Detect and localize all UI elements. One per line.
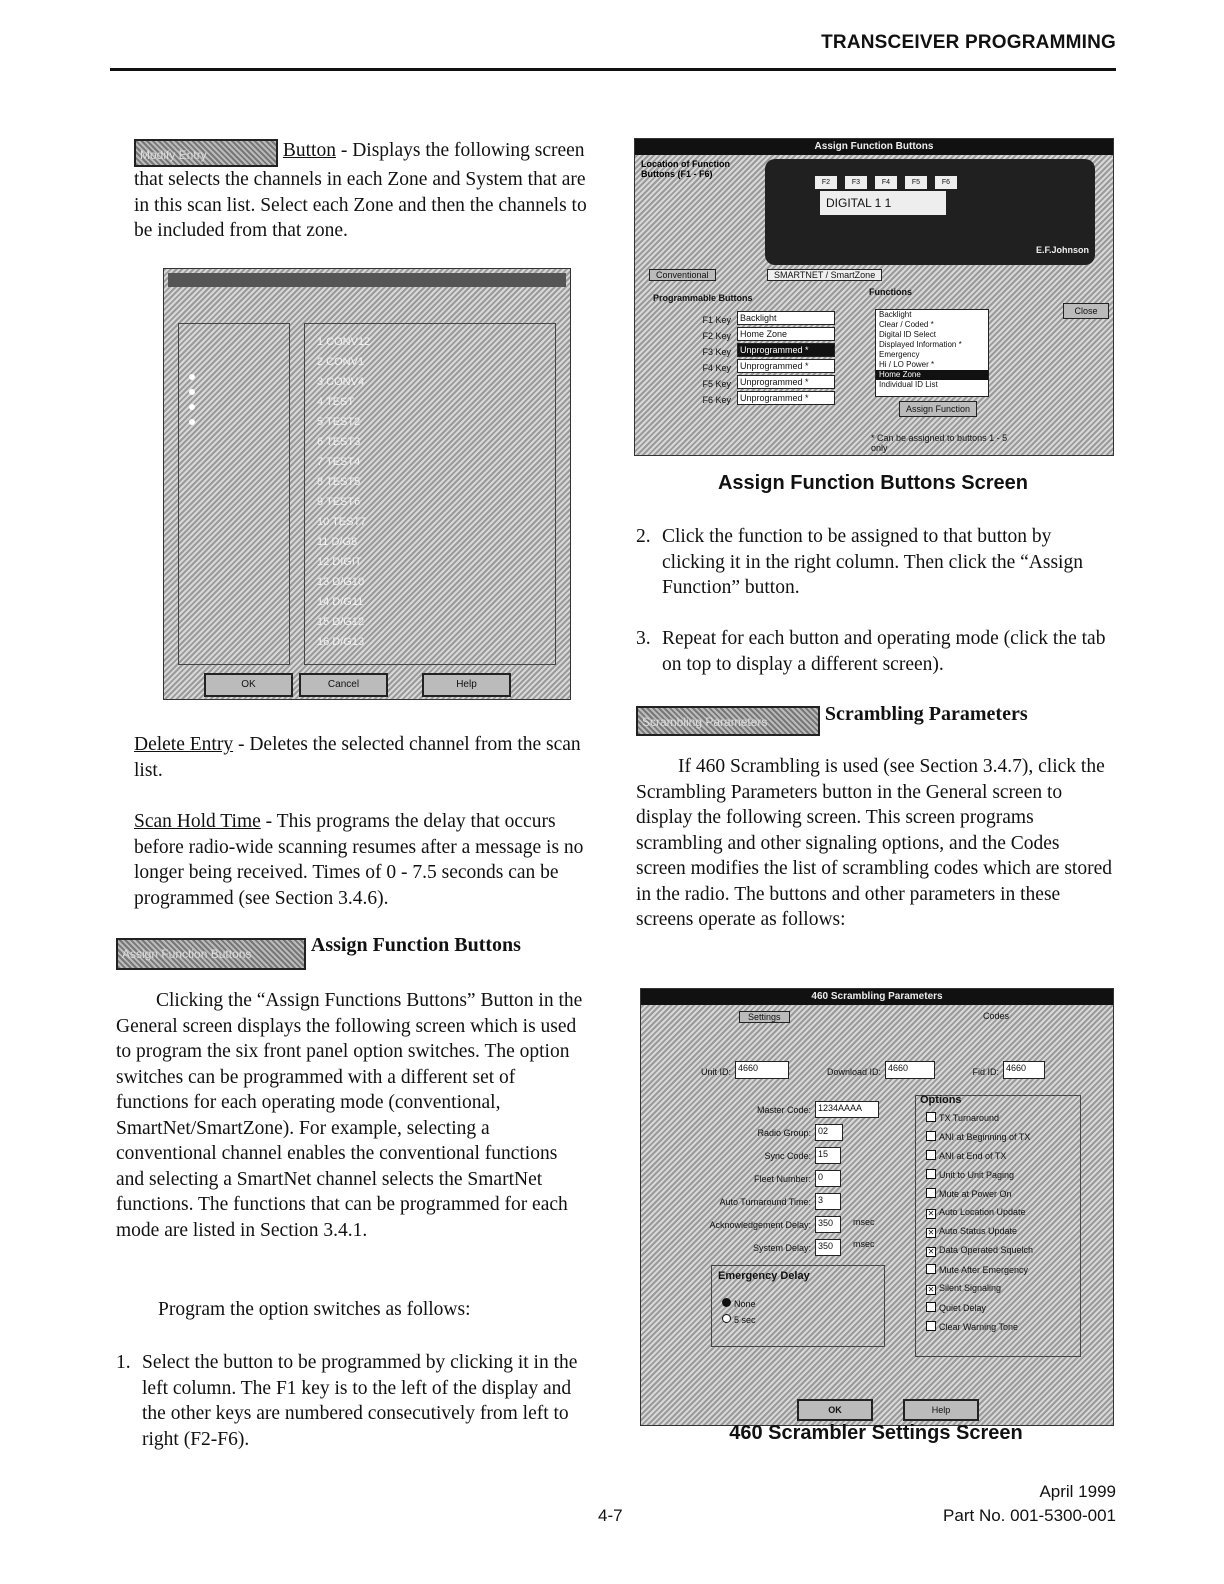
footer-page-number: 4-7 bbox=[598, 1506, 623, 1525]
scan-help-button[interactable]: Help bbox=[422, 673, 511, 697]
front-key-f2[interactable]: F2 bbox=[815, 176, 837, 189]
step-1-number: 1. bbox=[116, 1352, 131, 1373]
unchecked-icon bbox=[926, 1264, 936, 1274]
channel-list-item[interactable] bbox=[317, 556, 362, 568]
key-label: F4 Key bbox=[702, 363, 731, 373]
function-list-item[interactable]: Individual ID List bbox=[879, 380, 938, 389]
option-label: Silent Signaling bbox=[939, 1283, 1002, 1293]
brand-label: E.F.Johnson bbox=[1035, 245, 1089, 255]
scrambling-button-image: Scrambling Parameters bbox=[636, 706, 820, 736]
unchecked-icon bbox=[926, 1188, 936, 1198]
radio-display: DIGITAL 1 1 bbox=[820, 191, 946, 215]
channel-label: 8 TEST5 bbox=[317, 476, 361, 488]
download-id-label: Download ID: bbox=[826, 1067, 881, 1077]
scrambling-field-value[interactable]: 350 bbox=[815, 1239, 841, 1256]
checked-icon: ✕ bbox=[927, 1209, 935, 1218]
option-label: Auto Status Update bbox=[939, 1226, 1018, 1236]
scrambling-field-label: System Delay: bbox=[752, 1243, 811, 1253]
option-checkbox[interactable] bbox=[926, 1226, 1017, 1238]
scrambling-ok-button[interactable]: OK bbox=[797, 1399, 873, 1421]
channel-label: 15 D/G12 bbox=[317, 616, 365, 628]
system-delay-unit: msec bbox=[853, 1239, 875, 1249]
option-checkbox[interactable] bbox=[926, 1188, 1012, 1199]
program-text: Program the option switches as follows: bbox=[158, 1299, 471, 1320]
scrambling-heading-row bbox=[636, 702, 1114, 736]
channel-label: 12 DIGIT bbox=[317, 556, 362, 568]
channel-label: 4 TEST bbox=[317, 396, 355, 408]
channel-list-item[interactable] bbox=[317, 576, 364, 588]
key-label: F5 Key bbox=[702, 379, 731, 389]
step-2 bbox=[636, 524, 1114, 601]
scan-hold-section bbox=[134, 809, 594, 911]
step-3-number: 3. bbox=[636, 628, 651, 649]
radio-front-panel bbox=[765, 159, 1095, 265]
function-list-item[interactable]: Hi / LO Power * bbox=[879, 360, 935, 369]
scrambling-heading: Scrambling Parameters bbox=[824, 703, 1028, 725]
key-label: F6 Key bbox=[702, 395, 731, 405]
functions-label: Functions bbox=[869, 287, 912, 297]
option-checkbox[interactable] bbox=[926, 1302, 986, 1313]
channel-list-item[interactable] bbox=[317, 336, 370, 348]
channel-list-item[interactable] bbox=[317, 516, 366, 528]
key-label: F3 Key bbox=[702, 347, 731, 357]
key-assignment-field[interactable]: Home Zone bbox=[737, 327, 835, 341]
front-key-f3[interactable]: F3 bbox=[845, 176, 867, 189]
tab-codes[interactable]: Codes bbox=[983, 1011, 1010, 1021]
scrambling-field-value[interactable]: 0 bbox=[815, 1170, 841, 1187]
checked-icon: ✕ bbox=[927, 1285, 935, 1294]
channel-label: 10 TEST7 bbox=[317, 516, 367, 528]
scan-hold-label: Scan Hold Time bbox=[134, 811, 261, 832]
assign-note: * Can be assigned to buttons 1 - 5 only bbox=[871, 433, 1008, 453]
unchecked-icon bbox=[926, 1112, 936, 1122]
assign-caption: Assign Function Buttons Screen bbox=[717, 472, 1029, 494]
assign-function-screenshot bbox=[634, 138, 1114, 456]
assign-heading-row bbox=[116, 933, 596, 970]
emergency-none-label: None bbox=[734, 1299, 756, 1309]
channel-list-item[interactable] bbox=[317, 456, 360, 468]
channel-label: 11 D/G8 bbox=[317, 536, 358, 548]
key-assignment-field[interactable]: Unprogrammed * bbox=[737, 375, 835, 389]
option-label: Data Operated Squelch bbox=[939, 1245, 1034, 1255]
scrambling-text: If 460 Scrambling is used (see Section 3.4.7), click the Scrambling Parameters button in the General screen to display the following screen. This screen programs scrambling and other signaling options, and the Codes screen modifies the list of scrambling codes which are stored in the radio. The buttons and other parameters in these screens operate as follows: bbox=[636, 756, 1112, 930]
option-label: Quiet Delay bbox=[939, 1303, 987, 1313]
delete-entry-text: - Deletes the selected channel from the scan list. bbox=[134, 734, 581, 781]
option-checkbox[interactable] bbox=[926, 1131, 1030, 1142]
option-checkbox[interactable] bbox=[926, 1321, 1018, 1332]
assign-function-button[interactable]: Assign Function bbox=[899, 401, 977, 417]
program-paragraph bbox=[158, 1297, 598, 1323]
channel-label: 16 D/G13 bbox=[317, 636, 365, 648]
header-title: TRANSCEIVER PROGRAMMING bbox=[821, 32, 1116, 53]
assign-paragraph bbox=[116, 988, 588, 1243]
key-label: F2 Key bbox=[702, 331, 731, 341]
scrambling-help-button[interactable]: Help bbox=[903, 1399, 979, 1421]
scrambling-title-bar: 460 Scrambling Parameters bbox=[641, 989, 1113, 1005]
channel-list-item[interactable] bbox=[317, 376, 364, 388]
download-id-field[interactable]: 4660 bbox=[885, 1061, 935, 1079]
unit-id-label: Unit ID: bbox=[700, 1067, 731, 1077]
channel-label: 13 D/G10 bbox=[317, 576, 365, 588]
scrambling-field-label: Acknowledgement Delay: bbox=[709, 1220, 811, 1230]
channel-label: 1 CONV12 bbox=[317, 336, 371, 348]
function-list-item[interactable]: Backlight bbox=[879, 310, 912, 319]
channel-label: 14 D/G11 bbox=[317, 596, 364, 608]
scrambling-field-value[interactable]: 15 bbox=[815, 1147, 841, 1164]
modify-entry-label: Button bbox=[282, 140, 336, 161]
option-checkbox[interactable] bbox=[926, 1264, 1028, 1275]
zone-list bbox=[178, 323, 290, 665]
channel-list-item[interactable] bbox=[317, 416, 360, 428]
step-3-text: Repeat for each button and operating mode (click the tab on top to display a different screen). bbox=[662, 628, 1106, 675]
key-assignment-field[interactable]: Unprogrammed * bbox=[737, 343, 835, 357]
option-label: ANI at End of TX bbox=[939, 1151, 1007, 1161]
checked-icon: ✕ bbox=[927, 1228, 935, 1237]
assign-function-button-image: Assign Function Buttons bbox=[116, 938, 306, 970]
assign-heading: Assign Function Buttons bbox=[310, 934, 521, 956]
option-label: Mute at Power On bbox=[939, 1189, 1012, 1199]
option-label: Mute After Emergency bbox=[939, 1265, 1029, 1275]
option-checkbox[interactable] bbox=[926, 1283, 1001, 1295]
emergency-delay-label: Emergency Delay bbox=[718, 1270, 810, 1282]
function-list-item[interactable]: Digital ID Select bbox=[879, 330, 936, 339]
scrambling-field-value[interactable]: 02 bbox=[815, 1124, 843, 1141]
scrambling-field-label: Sync Code: bbox=[764, 1151, 811, 1161]
scrambling-field-label: Radio Group: bbox=[757, 1128, 811, 1138]
step-3 bbox=[636, 626, 1114, 677]
checked-icon: ✕ bbox=[927, 1247, 935, 1256]
options-group bbox=[915, 1095, 1081, 1357]
channel-list-item[interactable] bbox=[317, 616, 364, 628]
option-checkbox[interactable] bbox=[926, 1150, 1006, 1161]
option-checkbox[interactable] bbox=[926, 1169, 1014, 1180]
front-key-f6[interactable]: F6 bbox=[935, 176, 957, 189]
scan-title-bar bbox=[168, 273, 566, 287]
function-list-item[interactable]: Displayed Information * bbox=[879, 340, 962, 349]
emergency-none-radio[interactable] bbox=[722, 1298, 756, 1309]
key-label: F1 Key bbox=[702, 315, 731, 325]
delete-entry-label: Delete Entry bbox=[134, 734, 234, 755]
modify-entry-text: - Displays the following screen that selects the channels in each Zone and System that are in this scan list. Select each Zone and then the channels to be included from that zone. bbox=[134, 140, 587, 241]
ack-delay-unit: msec bbox=[853, 1217, 875, 1227]
footer-date: April 1999 bbox=[1039, 1482, 1116, 1501]
unit-id-field[interactable]: 4660 bbox=[735, 1061, 789, 1079]
channel-label: 5 TEST2 bbox=[317, 416, 361, 428]
option-label: ANI at Beginning of TX bbox=[939, 1132, 1031, 1142]
function-list-item[interactable]: Emergency bbox=[879, 350, 920, 359]
emergency-delay-group bbox=[711, 1265, 885, 1347]
step-1 bbox=[116, 1350, 594, 1452]
modify-entry-button-image: Modify Entry bbox=[134, 139, 278, 167]
option-checkbox[interactable] bbox=[926, 1207, 1026, 1219]
channel-list-item[interactable] bbox=[317, 396, 354, 408]
scrambling-caption: 460 Scrambler Settings Screen bbox=[729, 1422, 1023, 1444]
prog-buttons-label: Programmable Buttons bbox=[653, 293, 753, 303]
assign-text: Clicking the “Assign Functions Buttons” Button in the General screen displays the following screen which is used to program the six front panel option switches. The option switches can be programmed with a different set of functions for each operating mode (conventional, SmartNet/SmartZone). For example, selecting a conventional channel enables the conventional functions and selecting a SmartNet channel selects the SmartNet functions. The functions that can be programmed for each mode are listed in Section 3.4.1. bbox=[116, 990, 583, 1241]
emergency-5sec-label: 5 sec bbox=[734, 1315, 756, 1325]
channel-list-item[interactable] bbox=[317, 476, 360, 488]
option-label: Unit to Unit Paging bbox=[939, 1170, 1015, 1180]
option-label: Auto Location Update bbox=[939, 1207, 1026, 1217]
channel-label: 7 TEST4 bbox=[317, 456, 361, 468]
scrambling-field-value[interactable]: 3 bbox=[815, 1193, 841, 1210]
tab-conventional[interactable]: Conventional bbox=[649, 269, 716, 281]
unchecked-icon bbox=[926, 1321, 936, 1331]
scrambling-field-label: Auto Turnaround Time: bbox=[719, 1197, 811, 1207]
channel-list-item[interactable] bbox=[317, 596, 363, 608]
unchecked-icon bbox=[926, 1150, 936, 1160]
scan-list-screenshot bbox=[163, 268, 571, 700]
unchecked-icon bbox=[926, 1302, 936, 1312]
function-list-item[interactable]: Clear / Coded * bbox=[879, 320, 934, 329]
channel-label: 6 TEST3 bbox=[317, 436, 361, 448]
tab-smartnet[interactable]: SMARTNET / SmartZone bbox=[767, 269, 882, 281]
modify-entry-section bbox=[134, 138, 594, 244]
scrambling-field-label: Master Code: bbox=[756, 1105, 811, 1115]
option-label: Clear Warning Tone bbox=[939, 1322, 1019, 1332]
close-button[interactable]: Close bbox=[1063, 303, 1109, 319]
footer-part-number: Part No. 001-5300-001 bbox=[943, 1506, 1116, 1525]
fid-id-label: Fid ID: bbox=[972, 1067, 999, 1077]
scrambling-field-value[interactable]: 350 bbox=[815, 1216, 841, 1233]
key-assignment-field[interactable]: Unprogrammed * bbox=[737, 359, 835, 373]
channel-label: 2 CONV1 bbox=[317, 356, 365, 368]
front-key-f4[interactable]: F4 bbox=[875, 176, 897, 189]
delete-entry-section bbox=[134, 732, 594, 783]
unchecked-icon bbox=[926, 1131, 936, 1141]
option-checkbox[interactable] bbox=[926, 1245, 1033, 1257]
front-key-f5[interactable]: F5 bbox=[905, 176, 927, 189]
step-2-number: 2. bbox=[636, 526, 651, 547]
assign-location-label: Location of Function Buttons (F1 - F6) bbox=[641, 159, 730, 179]
channel-list-item[interactable] bbox=[317, 356, 364, 368]
scrambling-field-value[interactable]: 1234AAAA bbox=[815, 1101, 879, 1118]
scan-cancel-button[interactable]: Cancel bbox=[299, 673, 388, 697]
tab-settings[interactable]: Settings bbox=[739, 1011, 790, 1023]
function-list-item[interactable]: Home Zone bbox=[876, 370, 988, 380]
functions-list[interactable] bbox=[875, 309, 989, 397]
key-assignment-field[interactable]: Unprogrammed * bbox=[737, 391, 835, 405]
channel-list-item[interactable] bbox=[317, 636, 364, 648]
option-label: TX Turnaround bbox=[939, 1113, 1000, 1123]
step-1-text: Select the button to be programmed by clicking it in the left column. The F1 key is to the left of the display and the other keys are numbered consecutively from left to right (F2-F6). bbox=[142, 1352, 578, 1450]
scrambling-screenshot bbox=[640, 988, 1114, 1426]
scan-ok-button[interactable]: OK bbox=[204, 673, 293, 697]
scrambling-paragraph bbox=[636, 754, 1114, 933]
step-2-text: Click the function to be assigned to that button by clicking it in the right column. Then click the “Assign Function” button. bbox=[662, 526, 1083, 598]
page-header bbox=[110, 32, 1116, 71]
channel-list-item[interactable] bbox=[317, 536, 357, 548]
channel-label: 9 TEST6 bbox=[317, 496, 361, 508]
unchecked-icon bbox=[926, 1169, 936, 1179]
emergency-5sec-radio[interactable] bbox=[722, 1314, 756, 1325]
assign-title-bar: Assign Function Buttons bbox=[635, 139, 1113, 155]
mode-tabs bbox=[639, 269, 1109, 281]
scan-hold-text: - This programs the delay that occurs before radio-wide scanning resumes after a message is no longer being received. Times of 0 - 7.5 seconds can be programmed (see Section 3.4.6). bbox=[134, 811, 584, 909]
option-checkbox[interactable] bbox=[926, 1112, 999, 1123]
key-assignment-field[interactable]: Backlight bbox=[737, 311, 835, 325]
channel-list-item[interactable] bbox=[317, 436, 360, 448]
channel-label: 3 CONV4 bbox=[317, 376, 365, 388]
channel-list bbox=[304, 323, 556, 665]
options-label: Options bbox=[920, 1094, 962, 1106]
fid-id-field[interactable]: 4660 bbox=[1003, 1061, 1045, 1079]
scrambling-field-label: Fleet Number: bbox=[753, 1174, 811, 1184]
channel-list-item[interactable] bbox=[317, 496, 360, 508]
